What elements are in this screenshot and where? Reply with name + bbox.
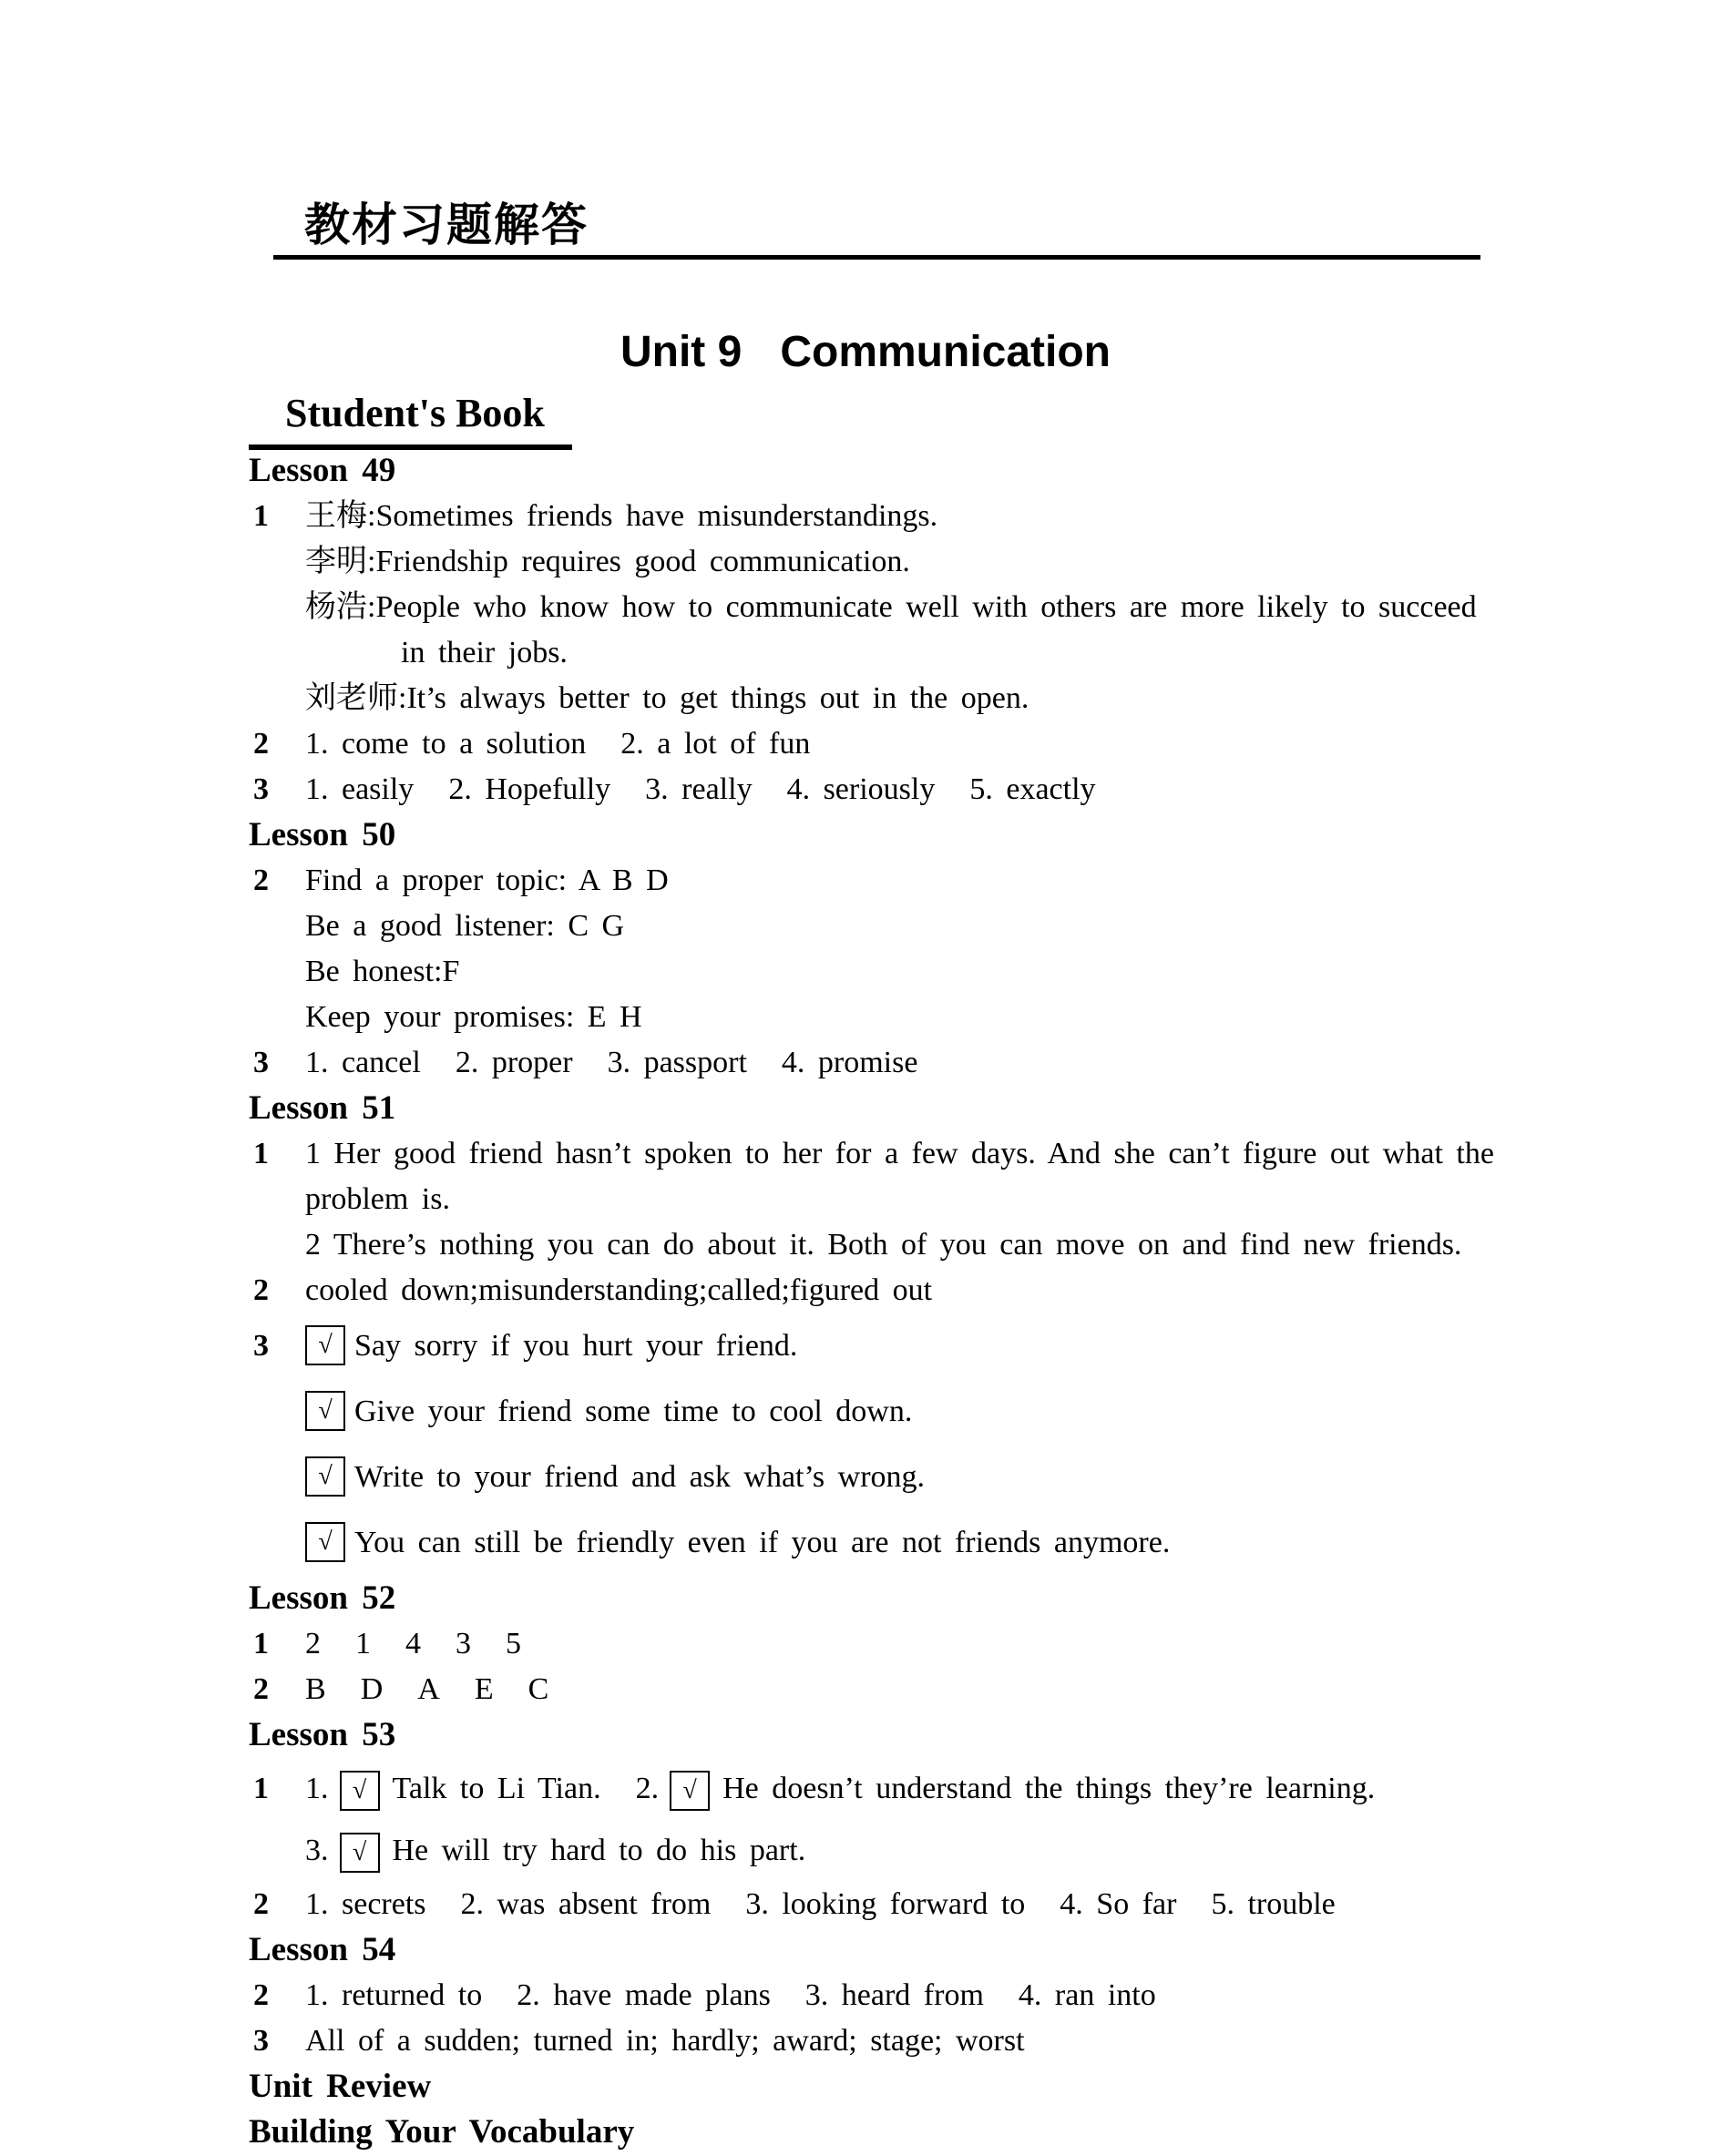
unit-name: Communication [780, 328, 1111, 376]
answer-line [305, 1040, 917, 1086]
item-number: 3 [253, 2024, 269, 2058]
answer-line [305, 585, 1477, 630]
item-number: 3 [253, 772, 269, 806]
answer-line [305, 1222, 1461, 1268]
answer-text: 刘老师:It’s always better to get things out in the open. [305, 681, 1029, 715]
answer-line [305, 721, 810, 767]
lesson-heading: Lesson 49 [249, 452, 396, 489]
answer-row [0, 1820, 1731, 1882]
check-mark: √ [318, 1331, 333, 1360]
header-rule [273, 255, 1480, 260]
answer-text: in their jobs. [401, 636, 568, 669]
answer-text: 1 Her good friend hasn’t spoken to her for a few days. And she can’t figure out what the [305, 1137, 1494, 1170]
answer-text: 4. ran into [1018, 1978, 1156, 2012]
answer-row [0, 1268, 1731, 1313]
answer-text: 4 [405, 1627, 421, 1660]
answer-text: 2. [635, 1772, 660, 1805]
answer-text: 1. secrets [305, 1887, 426, 1921]
answer-text: 4. seriously [786, 772, 936, 806]
answer-row [0, 1758, 1731, 1820]
check-mark: √ [318, 1528, 333, 1557]
answer-text: 3. [305, 1834, 329, 1867]
item-number: 1 [253, 1772, 269, 1805]
answer-text: 3 [456, 1627, 471, 1660]
checkbox-checked-icon [305, 1456, 345, 1497]
checkbox-checked-icon [305, 1325, 345, 1365]
answer-row [0, 995, 1731, 1040]
answer-text: Give your friend some time to cool down. [354, 1395, 913, 1428]
item-number: 2 [253, 727, 269, 761]
answer-line [305, 539, 910, 585]
answer-row [0, 1379, 1731, 1445]
check-mark: √ [352, 1776, 367, 1805]
check-mark: √ [318, 1462, 333, 1491]
answer-row [0, 904, 1731, 949]
answer-text: 李明:Friendship requires good communication. [305, 545, 910, 578]
answer-text: Keep your promises: E H [305, 1000, 642, 1034]
section-heading-row [0, 812, 1731, 858]
check-mark: √ [352, 1838, 367, 1867]
answer-line [305, 1268, 932, 1313]
unit-title [0, 330, 1731, 375]
answer-text: 2 There’s nothing you can do about it. Both of you can move on and find new friends. [305, 1228, 1462, 1262]
answer-row [0, 858, 1731, 904]
answer-text: He will try hard to do his part. [392, 1834, 806, 1867]
answer-text: Say sorry if you hurt your friend. [354, 1329, 798, 1363]
answer-line [305, 995, 642, 1040]
answer-row [0, 1667, 1731, 1712]
answer-text: 2. Hopefully [448, 772, 611, 806]
section-heading-row [0, 2064, 1731, 2110]
answer-row [0, 585, 1731, 630]
answer-text: 5 [506, 1627, 521, 1660]
answer-text: 杨浩:People who know how to communicate well with others are more likely to succeed [305, 590, 1477, 624]
section-heading-row [0, 1712, 1731, 1758]
lesson-heading: Lesson 53 [249, 1716, 396, 1753]
answer-text: 4. So far [1060, 1887, 1177, 1921]
item-number: 3 [253, 1329, 269, 1363]
answer-line [305, 904, 624, 949]
answer-text: 2. was absent from [460, 1887, 712, 1921]
answer-line [305, 1621, 521, 1667]
section-heading: Student's Book [249, 392, 572, 450]
answer-row [0, 676, 1731, 721]
checkbox-checked-icon [670, 1771, 710, 1811]
section-heading-row [0, 1086, 1731, 1131]
item-number: 1 [253, 499, 269, 533]
checkbox-checked-icon [305, 1391, 345, 1431]
section-heading-row [0, 1576, 1731, 1621]
answer-line [305, 2018, 1025, 2064]
answer-line [305, 858, 669, 904]
checkbox-checked-icon [340, 1833, 380, 1873]
lesson-heading: Lesson 50 [249, 816, 396, 853]
answer-text: 3. passport [607, 1046, 747, 1079]
answer-row [0, 1621, 1731, 1667]
answer-text: 4. promise [781, 1046, 918, 1079]
lesson-heading: Building Your Vocabulary [249, 2113, 635, 2151]
answer-text: All of a sudden; turned in; hardly; award; stage; worst [305, 2024, 1025, 2058]
answer-text: 5. exactly [969, 772, 1096, 806]
answer-row [0, 949, 1731, 995]
item-number: 2 [253, 1273, 269, 1307]
unit-label: Unit 9 [620, 328, 743, 376]
checkbox-checked-icon [305, 1522, 345, 1562]
answer-row [0, 1445, 1731, 1510]
answer-text: C [527, 1672, 549, 1706]
checkbox-checked-icon [340, 1771, 380, 1811]
answer-line [305, 1445, 925, 1510]
item-number: 2 [253, 863, 269, 897]
answer-line [305, 1510, 1170, 1576]
section-heading-row [0, 1927, 1731, 1973]
answer-line [305, 1131, 1494, 1177]
answer-line [305, 494, 937, 539]
lesson-heading: Lesson 54 [249, 1931, 396, 1968]
answer-row [0, 2018, 1731, 2064]
answer-rows [0, 448, 1731, 2155]
answer-row [0, 1882, 1731, 1927]
answer-text: problem is. [305, 1182, 450, 1216]
answer-line [305, 1820, 805, 1882]
answer-text: 3. heard from [804, 1978, 984, 2012]
answer-line [305, 1379, 912, 1445]
answer-row [0, 1040, 1731, 1086]
answer-row [0, 767, 1731, 812]
answer-line [305, 676, 1029, 721]
answer-text: 1. easily [305, 772, 415, 806]
answer-line [305, 767, 1096, 812]
page-header: 教材习题解答 [304, 199, 589, 250]
answer-line [305, 949, 459, 995]
answer-text: B [305, 1672, 326, 1706]
answer-line [305, 1177, 450, 1222]
answer-text: 3. really [645, 772, 753, 806]
answer-row [0, 1222, 1731, 1268]
answer-row [0, 721, 1731, 767]
answer-text: 2. proper [455, 1046, 573, 1079]
answer-row [0, 494, 1731, 539]
section-heading-row [0, 448, 1731, 494]
lesson-heading: Unit Review [249, 2068, 432, 2105]
answer-row [0, 1131, 1731, 1177]
answer-text: Be a good listener: C G [305, 909, 625, 943]
item-number: 3 [253, 1046, 269, 1079]
check-mark: √ [682, 1776, 697, 1805]
item-number: 2 [253, 1978, 269, 2012]
item-number: 2 [253, 1887, 269, 1921]
lesson-heading: Lesson 52 [249, 1579, 396, 1617]
answer-text: 1 [355, 1627, 371, 1660]
answer-text: 1. come to a solution [305, 727, 587, 761]
item-number: 2 [253, 1672, 269, 1706]
answer-line [305, 1973, 1156, 2018]
answer-text: D [360, 1672, 384, 1706]
answer-line [305, 1313, 797, 1379]
lesson-heading: Lesson 51 [249, 1089, 396, 1127]
answer-row [0, 1313, 1731, 1379]
answer-row [0, 1177, 1731, 1222]
answer-text: cooled down;misunderstanding;called;figured out [305, 1273, 933, 1307]
section-heading-row [0, 2110, 1731, 2155]
item-number: 1 [253, 1627, 269, 1660]
answer-line [401, 630, 568, 676]
answer-row [0, 1973, 1731, 2018]
answer-text: 3. looking forward to [745, 1887, 1026, 1921]
answer-text: 1. cancel [305, 1046, 421, 1079]
answer-text: E [474, 1672, 494, 1706]
answer-text: 王梅:Sometimes friends have misunderstandings. [305, 499, 938, 533]
answer-line [305, 1882, 1336, 1927]
answer-text: 5. trouble [1211, 1887, 1336, 1921]
answer-line [305, 1667, 548, 1712]
answer-text: A [417, 1672, 440, 1706]
answer-text: 2 [305, 1627, 321, 1660]
answer-row [0, 1510, 1731, 1576]
answer-text: You can still be friendly even if you are not friends anymore. [354, 1526, 1171, 1559]
answer-text: He doesn’t understand the things they’re learning. [722, 1772, 1376, 1805]
answer-text: Write to your friend and ask what’s wrong. [354, 1460, 926, 1494]
answer-row [0, 630, 1731, 676]
answer-text: Find a proper topic: A B D [305, 863, 669, 897]
answer-text: 1. [305, 1772, 329, 1805]
answer-text: 2. a lot of fun [620, 727, 811, 761]
check-mark: √ [318, 1396, 333, 1425]
answer-text: Be honest:F [305, 955, 460, 988]
answer-text: 1. returned to [305, 1978, 483, 2012]
item-number: 1 [253, 1137, 269, 1170]
answer-text: 2. have made plans [517, 1978, 771, 2012]
answer-line [305, 1758, 1375, 1820]
answer-text: Talk to Li Tian. [392, 1772, 601, 1805]
answer-row [0, 539, 1731, 585]
